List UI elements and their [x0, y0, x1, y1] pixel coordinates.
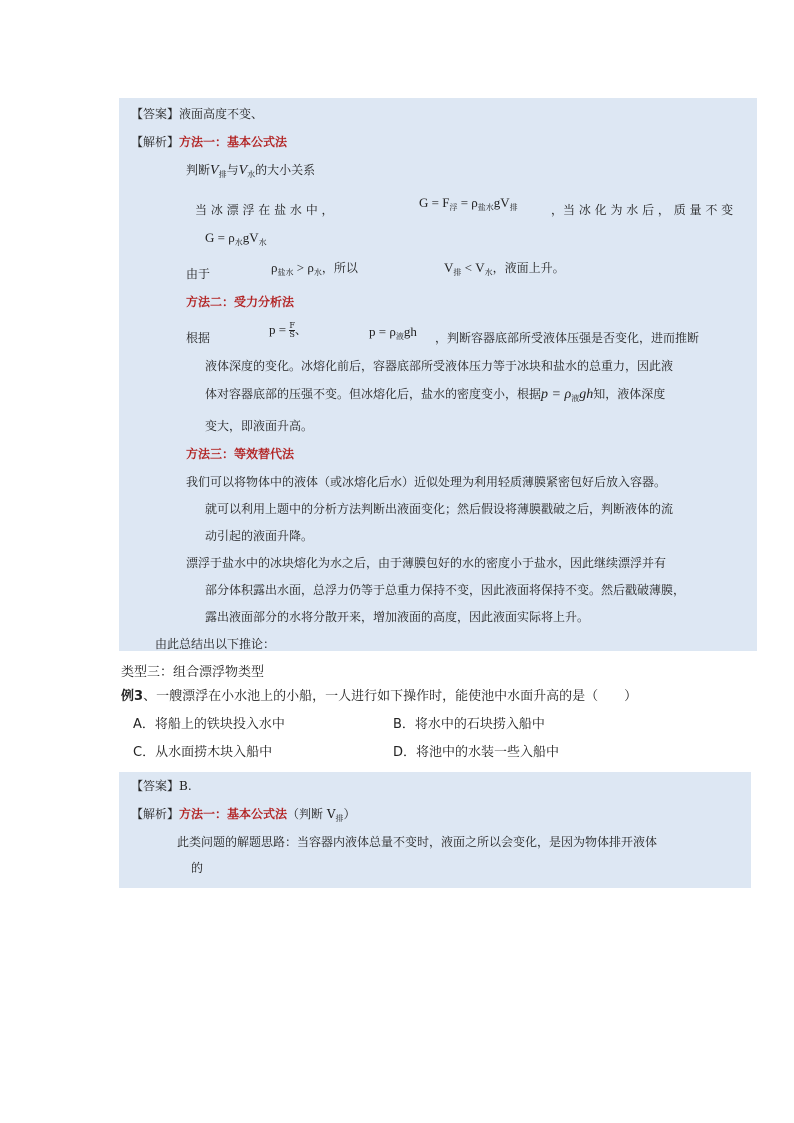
method3-line-3: 动引起的液面升降。 — [205, 529, 314, 543]
solution-box-1 — [119, 98, 757, 651]
method2-heading: 方法二：受力分析法 — [186, 295, 295, 309]
method3-line-5: 部分体积露出水面，总浮力仍等于总重力保持不变，因此液面将保持不变。然后戳破薄膜， — [205, 583, 686, 597]
float-line: 当 冰 漂 浮 在 盐 水 中 ， — [195, 203, 334, 217]
buoyancy-formula: $G = F_浮 = \rho_{盐水}gV_排$ — [419, 195, 518, 212]
option-b: B．将水中的石块捞入船中 — [393, 717, 545, 732]
analysis-heading-1: 【解析】方法一：基本公式法 — [131, 135, 288, 149]
method2-line-2: 液体深度的变化。冰熔化前后，容器底部所受液体压力等于冰块和盐水的总重力，因此液 — [205, 359, 674, 373]
method3-line-1: 我们可以将物体中的液体（或冰熔化后水）近似处理为利用轻质薄膜紧密包好后放入容器。 — [186, 475, 667, 489]
method2-line-3: 体对容器底部的压强不变。但冰熔化后，盐水的密度变小，根据$p = \rho_液gh$知，液体深度 — [205, 387, 666, 403]
method3-line-6: 露出液面部分的水将分散开来，增加液面的高度，因此液面实际将上升。 — [205, 610, 590, 624]
density-compare: $\rho_{盐水} > \rho_水$，所以 — [271, 260, 358, 277]
because-label: 由于 — [186, 267, 211, 281]
analysis2-line-1: 此类问题的解题思路：当容器内液体总量不变时，液面之所以会变化，是因为物体排开液体 — [177, 835, 658, 849]
analysis-heading-2: 【解析】方法一：基本公式法（判断 $V_排$） — [131, 807, 356, 823]
section-title: 类型三：组合漂浮物类型 — [121, 665, 265, 680]
solution-box-2 — [119, 772, 751, 888]
volume-compare: $V_排 < V_水$，液面上升。 — [444, 260, 565, 277]
method3-line-2: 就可以利用上题中的分析方法判断出液面变化；然后假设将薄膜戳破之后，判断液体的流 — [205, 502, 674, 516]
option-c: C．从水面捞木块入船中 — [133, 745, 273, 760]
method2-line-1: ，判断容器底部所受液体压强是否变化，进而推断 — [435, 331, 700, 345]
option-a: A．将船上的铁块投入水中 — [133, 717, 285, 732]
melt-line: ，当 冰 化 为 水 后 ， 质 量 不 变 — [551, 203, 734, 217]
gravity-formula: $G = \rho_水gV_水$ — [205, 230, 267, 247]
method3-line-7: 由此总结出以下推论： — [155, 637, 276, 651]
example-question: 例3、一艘漂浮在小水池上的小船，一人进行如下操作时，能使池中水面升高的是（ ） — [121, 689, 638, 704]
judge-line: 判断$V_排$与$V_水$的大小关系 — [186, 163, 316, 179]
method2-line-4: 变大，即液面升高。 — [205, 419, 314, 433]
pressure-formula-1: p = $\frac{F}{S}$ 、 — [269, 321, 307, 339]
answer-line-2: 【答案】B. — [131, 779, 192, 793]
method3-heading: 方法三：等效替代法 — [186, 447, 295, 461]
pressure-formula-2: $p = \rho_液gh$ — [369, 324, 417, 341]
method3-line-4: 漂浮于盐水中的冰块熔化为水之后，由于薄膜包好的水的密度小于盐水，因此继续漂浮并有 — [186, 556, 667, 570]
answer-line-1: 【答案】液面高度不变、 — [131, 107, 264, 121]
option-d: D．将池中的水装一些入船中 — [393, 745, 560, 760]
analysis2-line-2: 的 — [191, 861, 204, 875]
according-label: 根据 — [186, 331, 211, 345]
